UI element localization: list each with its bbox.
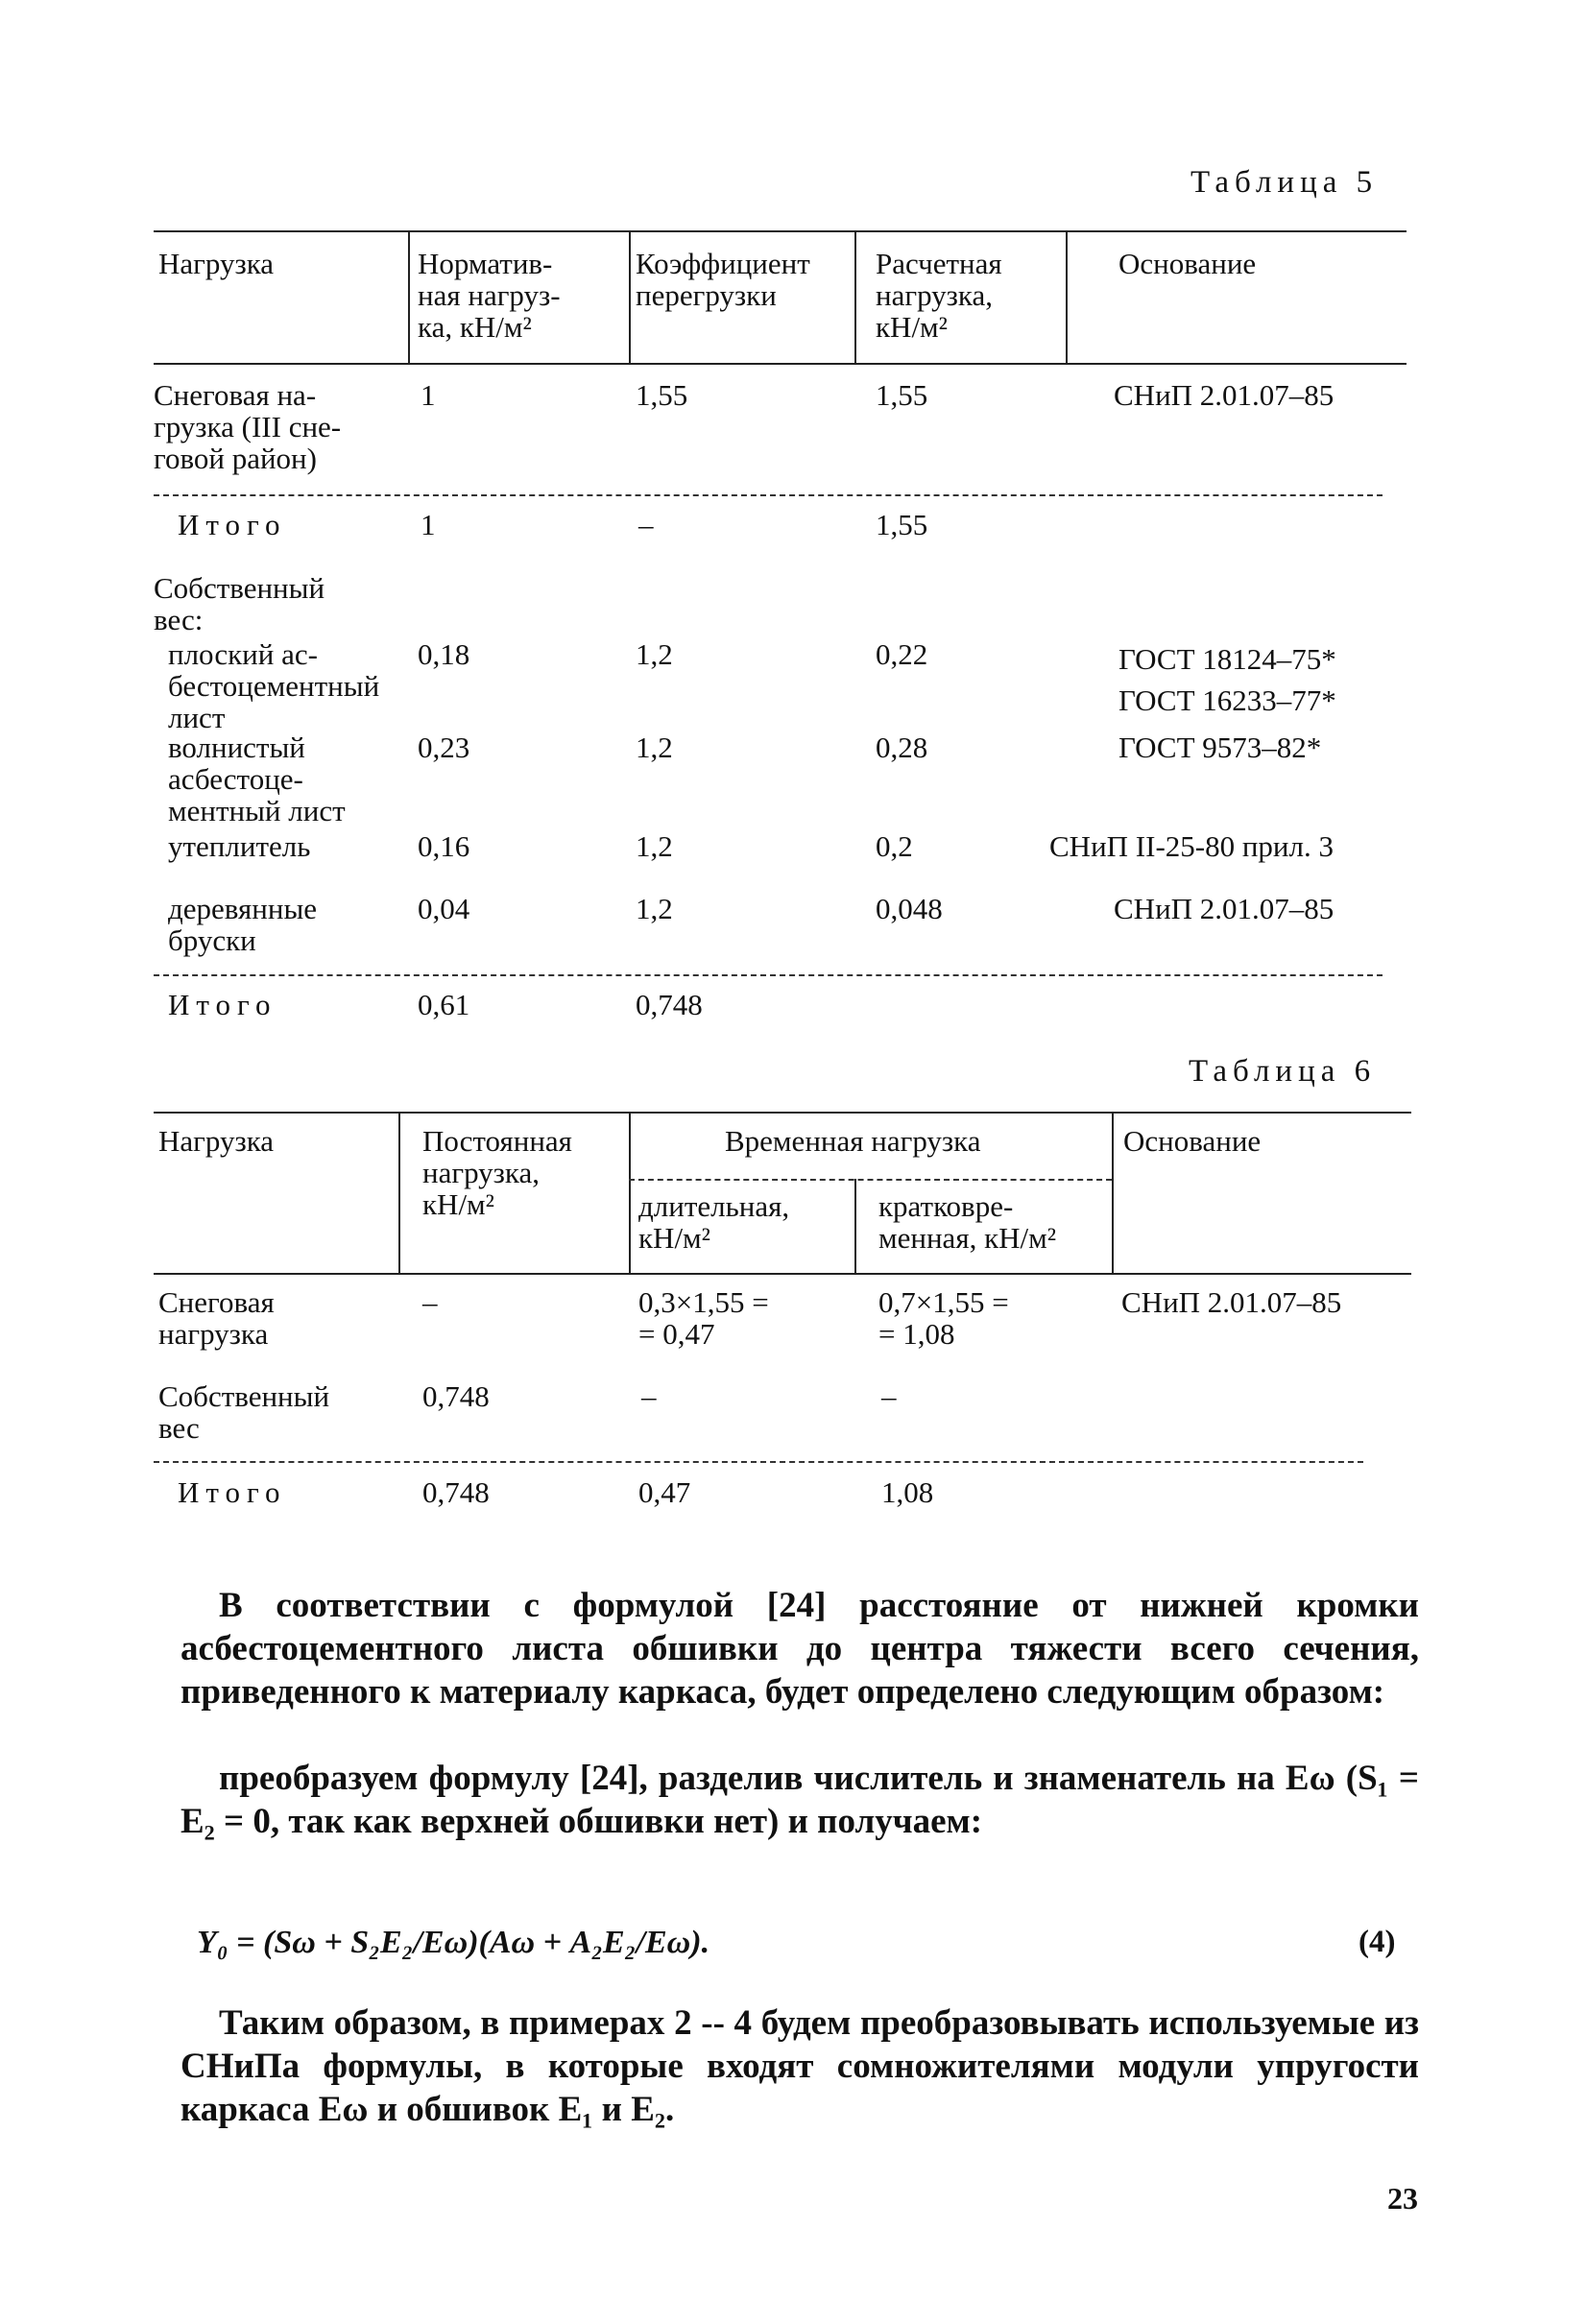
t5-header-coefficient: Коэффициент перегрузки — [636, 247, 810, 312]
table5-caption: Таблица 5 — [1190, 165, 1379, 200]
t6-r2-load: Итого — [178, 1475, 287, 1509]
t6-header-temporary: Временная нагрузка — [725, 1124, 981, 1158]
t6-header-load: Нагрузка — [158, 1124, 275, 1158]
t5-r1-design: 1,55 — [876, 508, 928, 541]
t5-header-design: Расчетная нагрузка, кН/м² — [876, 247, 1002, 344]
t6-r1-long: – — [641, 1379, 657, 1413]
t6-r1-perm: 0,748 — [422, 1379, 490, 1413]
t6-r0-basis: СНиП 2.01.07–85 — [1121, 1285, 1342, 1319]
formula-4: Y₀ = (Sω + S₂E₂/Eω)(Aω + A₂E₂/Eω). — [197, 1925, 710, 1960]
t5-r3-design: 0,22 — [876, 637, 928, 671]
t5-r1-load: Итого — [178, 508, 287, 541]
t5-r0-basis: СНиП 2.01.07–85 — [1114, 378, 1335, 412]
t5-r7-norm: 0,61 — [418, 988, 470, 1021]
t5-header-load: Нагрузка — [158, 247, 275, 280]
t5-r7-coef: 0,748 — [636, 988, 703, 1021]
t5-r0-coef: 1,55 — [636, 378, 688, 412]
table6-caption: Таблица 6 — [1189, 1054, 1377, 1089]
t6-r2-perm: 0,748 — [422, 1475, 490, 1509]
t5-r3-norm: 0,18 — [418, 637, 470, 671]
t6-r0-perm: – — [422, 1285, 438, 1319]
t5-r5-basis: СНиП II-25-80 прил. 3 — [1049, 829, 1334, 863]
paragraph-3: Таким образом, в примерах 2 -- 4 будем преобразовывать используемые из СНиПа формулы, в которые входят сомножителями модули упругости каркаса Eω и обшивок E₁ и E₂. — [180, 2003, 1419, 2129]
t5-r4-basis: ГОСТ 9573–82* — [1118, 731, 1322, 764]
paragraph-2: преобразуем формулу [24], разделив числитель и знаменатель на Eω (S₁ = E₂ = 0, так как верхней обшивки нет) и получаем: — [180, 1759, 1419, 1841]
t5-r6-load: деревянные бруски — [168, 892, 318, 957]
paragraph-1: В соответствии с формулой [24] расстояние от нижней кромки асбестоцементного листа обшивки до центра тяжести всего сечения, приведенного к материалу каркаса, будет определено следующим образом: — [180, 1586, 1419, 1712]
t5-r0-design: 1,55 — [876, 378, 928, 412]
t5-r5-load: утеплитель — [168, 829, 311, 863]
t5-header-basis: Основание — [1118, 247, 1257, 280]
t5-r0-norm: 1 — [421, 378, 436, 412]
t6-r2-short: 1,08 — [881, 1475, 934, 1509]
t5-r5-norm: 0,16 — [418, 829, 470, 863]
t6-header-long: длительная, кН/м² — [638, 1189, 790, 1255]
t6-header-short: кратковре- менная, кН/м² — [878, 1189, 1057, 1255]
t5-r2-load: Собственный вес: — [154, 571, 325, 636]
t6-r0-long: 0,3×1,55 = = 0,47 — [638, 1285, 769, 1351]
formula-number: (4) — [1359, 1925, 1396, 1959]
t6-header-permanent: Постоянная нагрузка, кН/м² — [422, 1124, 572, 1221]
t6-header-basis: Основание — [1123, 1124, 1262, 1158]
t5-r1-coef: – — [638, 508, 654, 541]
t6-r0-load: Снеговая нагрузка — [158, 1285, 275, 1351]
t5-r1-norm: 1 — [421, 508, 436, 541]
t5-r3-load: плоский ас- бестоцементный лист — [168, 637, 380, 734]
t6-r1-short: – — [881, 1379, 897, 1413]
t5-header-normative: Норматив- ная нагруз- ка, кН/м² — [418, 247, 561, 344]
t5-r4-load: волнистый асбестоце- ментный лист — [168, 731, 346, 827]
t5-r4-design: 0,28 — [876, 731, 928, 764]
page-number: 23 — [1387, 2181, 1418, 2216]
t5-r0-load: Снеговая на- грузка (III сне- говой район) — [154, 378, 342, 475]
t5-r6-design: 0,048 — [876, 892, 943, 925]
t5-r7-load: Итого — [168, 988, 277, 1021]
t5-r4-norm: 0,23 — [418, 731, 470, 764]
t5-r5-coef: 1,2 — [636, 829, 673, 863]
t5-r6-basis: СНиП 2.01.07–85 — [1114, 892, 1335, 925]
t6-r0-short: 0,7×1,55 = = 1,08 — [878, 1285, 1009, 1351]
t6-r1-load: Собственный вес — [158, 1379, 330, 1445]
t5-r4-coef: 1,2 — [636, 731, 673, 764]
t5-r6-norm: 0,04 — [418, 892, 470, 925]
t5-r5-design: 0,2 — [876, 829, 913, 863]
t5-r3-basis: ГОСТ 18124–75* ГОСТ 16233–77* — [1118, 642, 1336, 717]
t5-r3-coef: 1,2 — [636, 637, 673, 671]
t5-r6-coef: 1,2 — [636, 892, 673, 925]
t6-r2-long: 0,47 — [638, 1475, 691, 1509]
